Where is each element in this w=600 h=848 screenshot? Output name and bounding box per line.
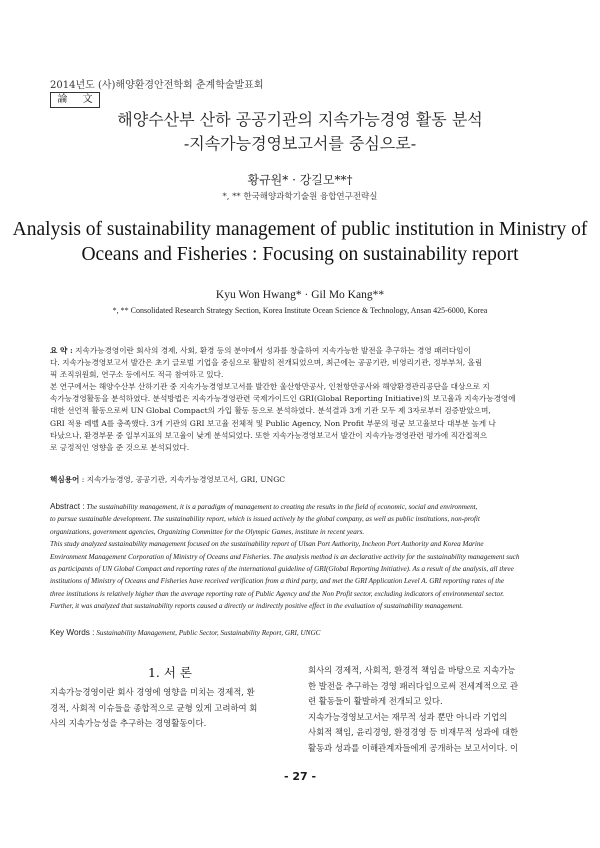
abstract-line: organizations, government agencies, Organizing Committee for the Olympic Games, institute in recent years. <box>50 527 365 536</box>
article-type-tag: 論 文 <box>50 92 100 108</box>
abstract-line: This study analyzed sustainability management focused on the sustainability report of Ulsan Port Authority, Incheon Port Authority and Korea Marine <box>50 540 484 549</box>
korean-keywords-text: : 지속가능경영, 공공기관, 지속가능경영보고서, GRI, UNGC <box>79 475 286 484</box>
korean-title-line2: -지속가능경영보고서를 중심으로- <box>183 134 417 153</box>
body-line: 경적, 사회적 이슈들을 종합적으로 균형 있게 고려하여 회 <box>50 702 258 713</box>
conference-header: 2014년도 (사)해양환경안전학회 춘계학술발표회 <box>50 80 264 91</box>
abstract-line: institutions of Ministry of Oceans and Fisheries have received verification from a third party, and met the GRI Application Level A. GRI reporting rates of the <box>50 577 505 586</box>
abstract-line: to pursue sustainable development. The sustainability report, which is issued actively by the global company, as well as public institutions, non-profit <box>50 515 480 524</box>
korean-keywords-label: 핵심용어 <box>50 475 80 484</box>
english-authors: Kyu Won Hwang* · Gil Mo Kang** <box>215 289 385 301</box>
body-line: 지속가능경영보고서는 재무적 성과 뿐만 아니라 기업의 <box>308 711 508 722</box>
abstract-line: GRI 적용 레벨 A를 충족했다. 3개 기관의 GRI 보고율 전체적 및 Public Agency, Non Profit 부문의 평균 보고율보다 대부분 높게 나 <box>50 418 496 428</box>
english-keywords-text: Sustainability Management, Public Sector, Sustainability Report, GRI, UNGC <box>94 629 321 637</box>
section-heading: 1. 서 론 <box>147 665 193 680</box>
abstract-line: 요 약 : 지속가능경영이란 회사의 경제, 사회, 환경 등의 분야에서 성과를 창출하여 지속가능한 발전을 추구하는 경영 패러다임이 <box>50 346 471 355</box>
body-line: 련 활동들이 활발하게 전개되고 있다. <box>308 696 443 706</box>
abstract-line: 대한 선언적 활동으로써 UN Global Compact의 가입 활동 등으로 분석하였다. 분석결과 3개 기관 모두 제 3자로부터 검증받았으며, <box>50 406 491 416</box>
english-title-line1: Analysis of sustainability management of public institution in Ministry of <box>12 219 588 240</box>
korean-abstract-label: 요 약 : <box>50 346 73 355</box>
abstract-line: 속가능경영활동을 분석하였다. 분석방법은 지속가능경영관련 국제가이드인 GRI(Global Reporting Initiative)의 보고율과 지속가능경영에 <box>50 394 516 404</box>
body-line: 회사의 경제적, 사회적, 환경적 책임을 바탕으로 지속가능 <box>308 665 516 675</box>
body-left-column <box>50 685 294 732</box>
english-keywords-label: Key Words : <box>50 628 95 637</box>
abstract-line: Environment Management Corporation of Ministry of Oceans and Fisheries. The analysis method is an declarative activity for the sustainability management such <box>50 552 520 561</box>
abstract-line: 타났으나, 환경부문 중 일부지표의 보고율이 낮게 분석되었다. 또한 지속가능경영보고서 발간이 지속가능경영관련 평가에 직간접적으 <box>50 430 488 440</box>
abstract-line: Further, it was analyzed that sustainability reports caused a directly or indirectly positive effect in the evaluation of sustainability management. <box>50 602 464 611</box>
body-line: 사회적 책임, 윤리경영, 환경경영 등 비재무적 성과에 대한 <box>308 727 519 737</box>
english-abstract-label: Abstract : <box>50 502 85 511</box>
body-line: 지속가능경영이란 회사 경영에 영향을 미치는 경제적, 환 <box>50 687 255 697</box>
korean-title-line1: 해양수산부 산하 공공기관의 지속가능경영 활동 분석 <box>117 110 483 129</box>
abstract-line: Abstract : The sustainability management, it is a paradigm of management to creating the results in the field of economic, social and environment, <box>50 502 478 511</box>
korean-affiliation: *, ** 한국해양과학기술원 융합연구전략실 <box>222 192 378 202</box>
english-affiliation: *, ** Consolidated Research Strategy Section, Korea Institute Ocean Science & Technology, Ansan 425-6000, Korea <box>112 306 488 315</box>
korean-authors: 황규원* · 강길모**† <box>247 173 353 187</box>
english-abstract <box>50 501 550 613</box>
body-line: 사의 지속가능성을 추구하는 경영활동이다. <box>50 718 207 728</box>
page-number: - 27 - <box>283 770 317 783</box>
korean-keywords <box>50 474 550 485</box>
abstract-line: 본 연구에서는 해양수산부 산하기관 중 지속가능경영보고서를 발간한 울산항만공사, 인천항만공사와 해양환경관리공단을 대상으로 지 <box>50 382 490 392</box>
abstract-line: as participants of UN Global Compact and reporting rates of the international guideline of GRI(Global Reporting Initiative). As a result of the analysis, all three <box>50 564 514 573</box>
english-title-line2: Oceans and Fisheries : Focusing on sustainability report <box>81 244 519 265</box>
abstract-line: 로 긍정적인 영향을 준 것으로 분석되었다. <box>50 442 190 452</box>
abstract-line: 다. 지속가능경영보고서 발간은 초기 글로벌 기업을 중심으로 활발히 전개되었으며, 최근에는 공공기관, 비영리기관, 정부부처, 올림 <box>50 358 483 368</box>
body-line: 한 발전을 추구하는 경영 패러다임으로써 전세계적으로 관 <box>308 680 519 691</box>
body-line: 활동과 성과를 이해관계자들에게 공개하는 보고서이다. 이 <box>308 742 519 753</box>
abstract-line: 픽 조직위원회, 연구소 등에서도 적극 참여하고 있다. <box>50 370 224 380</box>
body-right-column <box>308 663 552 756</box>
english-keywords <box>50 628 550 637</box>
abstract-line: three institutions is relatively higher than the average reporting rate of Public Agency and the Non Profit sector, excluding indicators of environmental sector. <box>50 589 505 598</box>
korean-abstract <box>50 345 550 454</box>
